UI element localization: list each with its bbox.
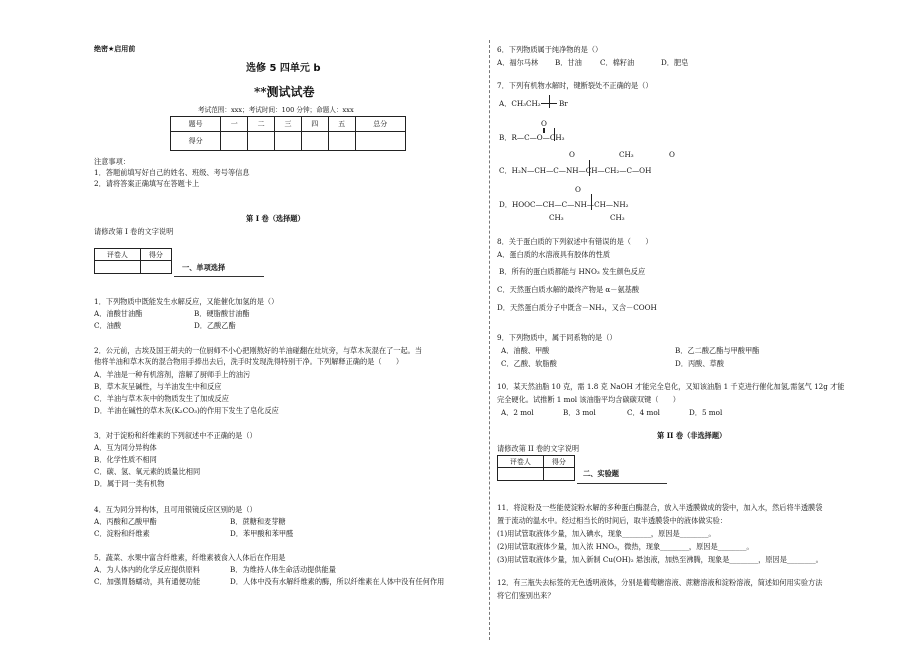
section-rule [577, 483, 667, 484]
option[interactable]: A．福尔马林 [497, 58, 539, 67]
part2-note: 请修改第 II 卷的文字说明 [497, 444, 580, 453]
option[interactable]: A．丙酸和乙酸甲酯 [94, 517, 157, 526]
question-12-stem: 12．有三瓶失去标签的无色透明液体，分别是葡萄糖溶液、蔗糖溶液和淀粉溶液，简述如何用实验方法 [497, 578, 823, 587]
question-11-part: (3)用试管取液体少量，加入新制 Cu(OH)₂ 悬浊液，加热至沸腾，现象是________，原因是________。 [497, 555, 823, 564]
option-a-br: Br [559, 99, 568, 108]
question-7-stem: 7．下列有机物水解时，键断裂处不正确的是（） [497, 81, 653, 90]
option[interactable]: C．加强胃肠蠕动，具有通便功能 [94, 577, 201, 586]
score-header: 总分 [355, 117, 405, 132]
column-divider [489, 40, 490, 640]
option[interactable]: C．4 mol [627, 408, 660, 417]
question-11-part: (2)用试管取液体少量，加入浓 HNO₃，微热，现象________，原因是________。 [497, 542, 754, 551]
score-label: 得分 [543, 456, 574, 468]
question-8-stem: 8．关于蛋白质的下列叙述中有错误的是（ ） [497, 237, 653, 246]
option[interactable]: C．碳、氢、氧元素的质量比相同 [94, 467, 201, 476]
question-11-stem: 置于流动的温水中。经过相当长的时间后，取半透膜袋中的液体做实验： [497, 516, 728, 525]
exam-meta: 考试范围：xxx；考试时间：100 分钟；命题人：xxx [198, 106, 354, 114]
score-label: 得分 [140, 249, 171, 261]
option[interactable]: C．天然蛋白质水解的最终产物是 α－氨基酸 [497, 285, 640, 294]
option[interactable]: B．化学性质不相同 [94, 455, 157, 464]
cleavage-mark [589, 160, 590, 176]
option[interactable]: D．天然蛋白质分子中既含－NH₂，又含－COOH [497, 303, 657, 312]
option[interactable]: B．3 mol [563, 408, 596, 417]
option[interactable]: C．油酸 [94, 321, 122, 330]
bond-line [541, 103, 557, 104]
section-rule [174, 276, 264, 277]
cleavage-mark [554, 128, 555, 141]
option-a-formula[interactable]: A．CH₃CH₂ [499, 99, 541, 108]
option[interactable]: A．为人体内的化学反应提供原料 [94, 565, 200, 574]
grader-box [94, 248, 172, 274]
option[interactable]: A．蛋白质的水溶液具有胶体的性质 [497, 250, 611, 259]
question-3-stem: 3．对于淀粉和纤维素的下列叙述中不正确的是（） [94, 431, 257, 440]
cleavage-mark [591, 194, 592, 210]
option[interactable]: A．互为同分异构体 [94, 443, 157, 452]
score-header: 二 [248, 117, 275, 132]
score-cell[interactable] [328, 132, 355, 151]
option[interactable]: D．苯甲酸和苯甲醛 [230, 529, 294, 538]
option[interactable]: A．油酸甘油酯 [94, 309, 143, 318]
score-header: 四 [301, 117, 328, 132]
methyl-group: CH₃ [610, 213, 625, 222]
question-2-stem: 2．公元前，古埃及国王胡夫的一位厨师不小心把刚熬好的羊油碰翻在灶坑旁，与草木灰混在了一起。当 [94, 346, 423, 355]
part1-note: 请修改第 I 卷的文字说明 [94, 227, 174, 236]
score-cell[interactable] [543, 468, 574, 481]
exam-title: 选修 5 四单元 b [246, 63, 321, 74]
carbonyl-o: O [569, 150, 575, 159]
notes-item: 1．答题前填写好自己的姓名、班级、考号等信息 [94, 168, 250, 177]
score-cell[interactable] [275, 132, 302, 151]
option[interactable]: D．丙酸、草酸 [675, 359, 724, 368]
option[interactable]: D．人体中没有水解纤维素的酶，所以纤维素在人体中没有任何作用 [230, 577, 445, 586]
question-11-stem: 11．将淀粉及一些能使淀粉水解的多种蛋白酶混合，放入半透膜做成的袋中，加入水，然后将半透膜袋 [497, 503, 823, 512]
option[interactable]: A．油酸、甲酸 [501, 346, 550, 355]
section-title: 二、实验题 [583, 469, 619, 478]
option[interactable]: B．草木灰呈碱性，与羊油发生中和反应 [94, 382, 222, 391]
part2-title: 第 II 卷（非选择题） [657, 431, 727, 440]
question-5-stem: 5．蔬菜、水果中富含纤维素，纤维素被食入人体后在作用是 [94, 553, 286, 562]
score-cell[interactable] [301, 132, 328, 151]
question-1-stem: 1．下列物质中既能发生水解反应，又能催化加氢的是（） [94, 297, 279, 306]
question-2-stem: 他将羊油和草木灰的混合物用手捧出去后，洗手时发现洗得特别干净。下列解释正确的是（ ） [94, 357, 404, 366]
grader-label: 评卷人 [498, 456, 544, 468]
question-6-stem: 6．下列物质属于纯净物的是（） [497, 45, 603, 54]
option[interactable]: C．淀粉和纤维素 [94, 529, 150, 538]
option[interactable]: B．甘油 [555, 58, 582, 67]
notes-title: 注意事项： [94, 157, 130, 166]
question-11-part: (1)用试管取液体少量，加入碘水，现象________，原因是________。 [497, 529, 716, 538]
secret-label: 绝密★启用前 [94, 45, 136, 53]
score-row-label: 得分 [171, 132, 221, 151]
carbonyl-o: O [669, 150, 675, 159]
option[interactable]: A．羊油是一种有机溶剂，溶解了厨师手上的油污 [94, 370, 251, 379]
methyl-group: CH₃ [549, 213, 564, 222]
option[interactable]: B．蔗糖和麦芽糖 [230, 517, 286, 526]
question-9-stem: 9．下列物质中，属于同系物的是（） [497, 333, 617, 342]
exam-subtitle: **测试试卷 [254, 85, 315, 99]
question-4-stem: 4．互为同分异构体，且可用银镜反应区别的是（） [94, 505, 257, 514]
grader-cell[interactable] [498, 468, 544, 481]
option[interactable]: A．2 mol [501, 408, 534, 417]
option[interactable]: C．羊油与草木灰中的物质发生了加成反应 [94, 394, 229, 403]
option[interactable]: B．硬脂酸甘油酯 [194, 309, 250, 318]
section-title: 一、单项选择 [182, 263, 226, 272]
option[interactable]: C．棉籽油 [600, 58, 635, 67]
question-10-stem: 10．某天然油脂 10 克，需 1.8 克 NaOH 才能完全皂化，又知该油脂 1 千克进行催化加氢,需氢气 12g 才能 [497, 382, 845, 391]
score-header: 五 [328, 117, 355, 132]
methyl-group: CH₃ [619, 150, 634, 159]
option[interactable]: D．羊油在碱性的草木灰(K₂CO₃)的作用下发生了皂化反应 [94, 406, 279, 415]
option[interactable]: D．5 mol [689, 408, 723, 417]
score-cell[interactable] [248, 132, 275, 151]
question-10-stem: 完全硬化。试推断 1 mol 该油脂平均含碳碳双键（ ） [497, 395, 680, 404]
option-c-formula[interactable]: C．H₂N—CH—C—NH—CH—CH₂—C—OH [499, 166, 652, 175]
option[interactable]: B．乙二酸乙酯与甲酸甲酯 [675, 346, 760, 355]
grader-box [497, 455, 575, 481]
carbonyl-o: O [541, 119, 547, 128]
option[interactable]: D．肥皂 [661, 58, 689, 67]
score-header: 三 [275, 117, 302, 132]
option-d-formula[interactable]: D．HOOC—CH—C—NH—CH—NH₂ [499, 200, 629, 209]
part1-title: 第 I 卷（选择题） [246, 214, 305, 223]
question-12-stem: 将它们鉴别出来？ [497, 591, 555, 600]
score-cell[interactable] [221, 132, 248, 151]
score-cell[interactable] [355, 132, 405, 151]
carbonyl-o: O [575, 185, 581, 194]
score-header: 题号 [171, 117, 221, 132]
option-b-formula[interactable]: B．R—C—O—CH₃ [499, 133, 565, 142]
cleavage-mark [549, 95, 550, 108]
grader-cell[interactable] [95, 261, 141, 274]
option[interactable]: C．乙酸、软脂酸 [501, 359, 557, 368]
score-cell[interactable] [140, 261, 171, 274]
score-header: 一 [221, 117, 248, 132]
score-table [170, 116, 406, 151]
grader-label: 评卷人 [95, 249, 141, 261]
option[interactable]: D．属于同一类有机物 [94, 479, 165, 488]
notes-item: 2．请将答案正确填写在答题卡上 [94, 179, 200, 188]
option[interactable]: B．所有的蛋白质都能与 HNO₃ 发生颜色反应 [499, 267, 646, 276]
option[interactable]: B．为维持人体生命活动提供能量 [230, 565, 336, 574]
option[interactable]: D．乙酸乙酯 [194, 321, 236, 330]
